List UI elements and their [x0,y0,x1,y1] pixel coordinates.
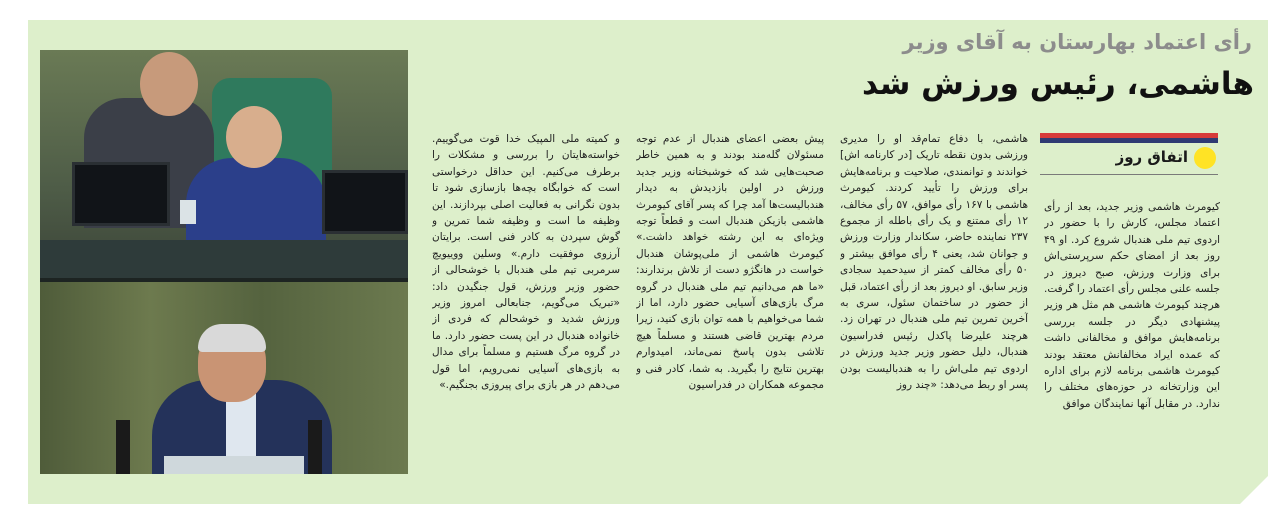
section-rule-blue [1040,138,1218,143]
photo-microphone-left [116,420,130,474]
section-header [1040,144,1218,175]
photo-minister-hair [198,324,266,352]
section-label: اتفاق روز [1115,148,1188,166]
photo-microphone-right [308,420,322,474]
photo-desk [40,240,408,282]
article-kicker: رأی اعتماد بهارستان به آقای وزیر [902,30,1252,54]
page-corner-fold [1240,476,1268,504]
photo-monitor-left [72,162,170,226]
photo-monitor-right [322,170,408,234]
photo-standing-man-head [140,52,198,116]
photo-seated-speaker-head [226,106,282,168]
photo-water-glass [180,200,196,224]
photo-lectern [164,456,304,474]
text-column-3: پیش بعضی اعضای هندبال از عدم توجه مسئولان گله‌مند بودند و به همین خاطر صحبت‌هایی شد که خوشبختانه وزیر جدید ورزش در اولین بازدیدش به دیدار هندبالیست‌ها آمد چرا که پسر آقای کیومرث هاشمی بازیکن هندبال است و قطعاً توجه ویژه‌ای به این رشته خواهد داشت.» کیومرث هاشمی از ملی‌پوشان هندبال خواست در هانگژو دست از تلاش برندارند: «ما هم می‌دانیم تیم ملی هندبال در گروه مرگ بازی‌های آسیایی حضور دارد، اما از شما می‌خواهیم با همه توان بازی کنید، زیرا مردم بهترین قاضی هستند و مسلماً هیچ تلاشی بدون پاسخ نمی‌ماند، امیدوارم بهترین نتایج را بگیرید. به شما، کادر فنی و مجموعه همکاران در فدراسیون [636,133,824,392]
photo-seated-speaker [186,158,326,248]
text-column-1: کیومرث هاشمی وزیر جدید، بعد از رأی اعتماد مجلس، کارش را با حضور در اردوی تیم ملی هندبال شروع کرد. او ۴۹ روز بعد از امضای حکم سرپرستی‌اش برای وزارت ورزش، صبح دیروز در جلسه علنی مجلس رأی اعتماد را گرفت. هرچند کیومرث هاشمی هم مثل هر وزیر پیشنهادی دیگر در جلسه بررسی برنامه‌هایش موافق و مخالفانی داشت که عمده ایراد مخالفانش معتقد بودند کیومرث هاشمی برنامه لازم برای اداره این وزارتخانه در حوزه‌های مختلف را ندارد. در مقابل آنها نمایندگان موافق [1044,201,1220,410]
text-column-4: و کمیته ملی المپیک خدا قوت می‌گوییم. خواسته‌هایتان را بررسی و مشکلات را برطرف می‌کنیم. این حداقل درخواستی است که خوابگاه بچه‌ها بازسازی شود تا بدون نگرانی به فعالیت اصلی بپردازند. این وظیفه ما است و وظیفه شما تمرین و گوش سپردن به کادر فنی است. برایتان آرزوی موفقیت دارم.» وسلین ووییویچ سرمربی تیم ملی هندبال با خوشحالی از حضور وزیر ورزش، قول جنگیدن داد: «تبریک می‌گویم، جنابعالی امروز وزیر ورزش شدید و خوشحالم که فردی از خانواده هندبال در این پست حضور دارد. ما در گروه مرگ هستیم و مسلماً برای مدال به بازی‌های آسیایی نمی‌رویم، اما قول می‌دهم در هر بازی برای پیروزی بجنگیم.» [432,133,620,392]
article-headline: هاشمی، رئیس ورزش شد [861,66,1254,102]
text-column-2: هاشمی، با دفاع تمام‌قد او را مدیری ورزشی بدون نقطه تاریک [در کارنامه اش] خواندند و توانمندی، صلاحیت و برنامه‌هایش برای ورزش را تأیید کردند. کیومرث هاشمی با ۱۶۷ رأی موافق، ۵۷ رأی مخالف، ۱۲ رأی ممتنع و یک رأی باطله از مجموع ۲۳۷ نماینده حاضر، سکاندار وزارت ورزش و جوانان شد، یعنی ۴ رأی موافق بیشتر و ۵۰ رأی مخالف کمتر از سیدحمید سجادی وزیر سابق. او دیروز بعد از رأی اعتماد، قبل از حضور در ساختمان سئول، سری به آخرین تمرین تیم ملی هندبال در تهران زد. هرچند علیرضا پاکدل رئیس فدراسیون هندبال، دلیل حضور وزیر جدید ورزش در اردوی تیم ملی‌اش را به هندبالیست بودن پسر او ربط می‌دهد: «چند روز [840,133,1028,392]
parliament-photo [40,50,408,474]
yellow-dot-icon [1194,147,1216,169]
